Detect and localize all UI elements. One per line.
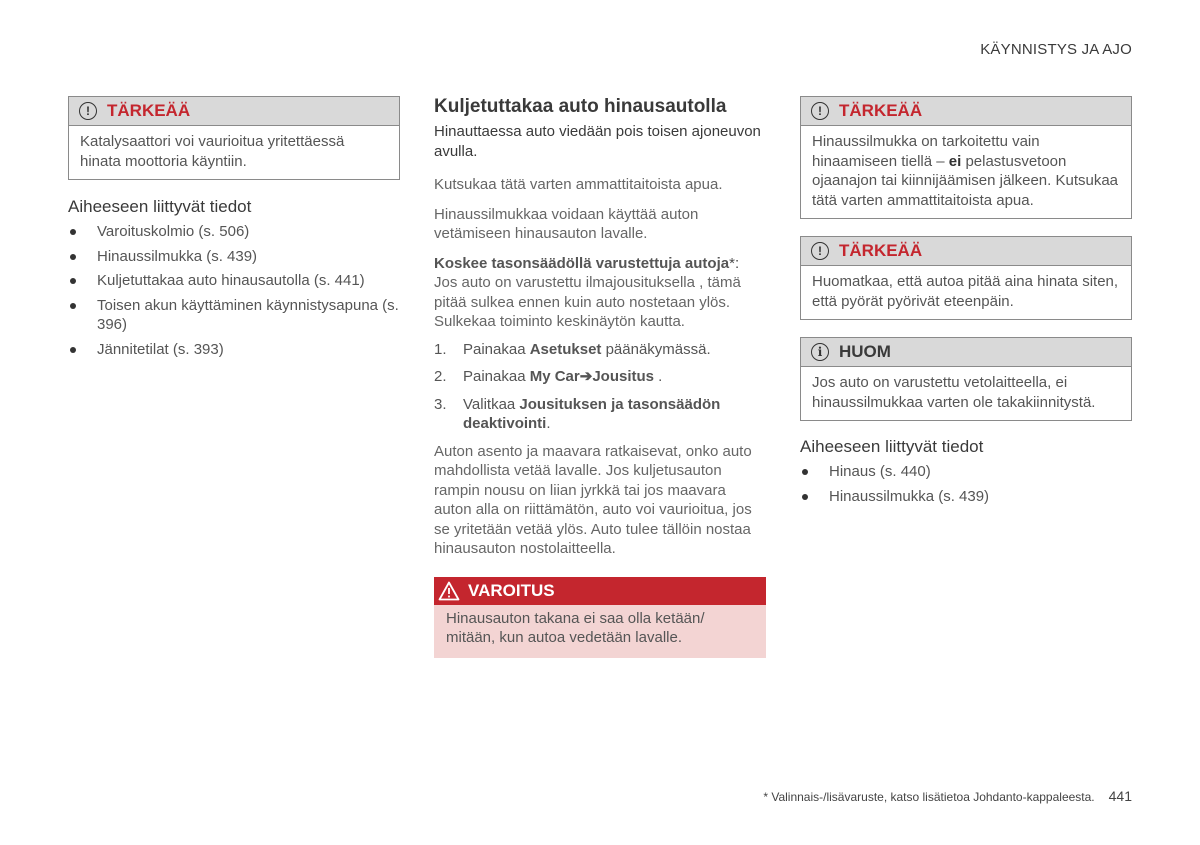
section-heading: Kuljetuttakaa auto hinausautolla: [434, 96, 727, 117]
paragraph: Kutsukaa tätä varten ammattitaitoista apua.: [434, 176, 723, 193]
important-text-part: Hinaussilmukka on tarkoitettu vain hinaamiseen tiellä –: [812, 133, 1040, 170]
paragraph: Hinaussilmukkaa voidaan käyttää auton vetämiseen hinausauton lavalle.: [434, 205, 699, 242]
arrow-right-icon: ➔: [579, 368, 593, 385]
step-text: .: [654, 368, 663, 385]
step-item: [434, 340, 766, 360]
warning-triangle-icon: [438, 581, 460, 601]
menu-label: Jousituksen ja tasonsäädön deaktivointi: [463, 395, 721, 432]
step-text: Painakaa: [463, 340, 530, 358]
step-item: [434, 395, 766, 434]
option-marker: *: [729, 254, 735, 272]
column-middle: [434, 96, 766, 658]
step-number: 1.: [434, 340, 447, 358]
related-link[interactable]: Hinaus (s. 440): [800, 462, 1132, 482]
important-box-header: [69, 97, 399, 126]
warning-text: Hinausauton takana ei saa olla ketään/ mitään, kun autoa vedetään lavalle.: [434, 605, 766, 658]
important-box: [800, 236, 1132, 320]
related-link[interactable]: Hinaussilmukka (s. 439): [68, 247, 400, 267]
important-title: TÄRKEÄÄ: [107, 101, 191, 121]
paragraph-levelling: [434, 254, 766, 332]
important-box: [68, 96, 400, 180]
menu-label: Asetukset: [529, 340, 602, 358]
menu-label: My Car: [529, 368, 580, 385]
column-right: [800, 96, 1132, 506]
exclamation-icon: !: [811, 242, 829, 260]
important-box: [800, 96, 1132, 219]
related-link[interactable]: Varoituskolmio (s. 506): [68, 222, 400, 242]
important-title: TÄRKEÄÄ: [839, 101, 923, 121]
step-number: 2.: [434, 368, 447, 385]
related-link[interactable]: Toisen akun käyttäminen käynnistysapuna (s. 396): [68, 296, 400, 335]
important-text: [801, 126, 1131, 218]
warning-box-header: [434, 577, 766, 605]
page-number: 441: [1108, 787, 1132, 804]
related-info-heading: Aiheeseen liittyvät tiedot: [68, 197, 252, 216]
warning-title: VAROITUS: [468, 580, 555, 600]
step-text: Painakaa: [463, 368, 530, 385]
important-text-part: pelastusvetoon ojaanajon tai kiinnijäämisen jälkeen. Kutsukaa tätä varten ammattitaitoista apua.: [812, 152, 1119, 209]
exclamation-icon: !: [811, 102, 829, 120]
warning-box: [434, 577, 766, 658]
important-title: TÄRKEÄÄ: [839, 241, 923, 261]
related-list: [800, 462, 1132, 506]
related-list: [68, 222, 400, 359]
footer: [763, 787, 1132, 808]
levelling-text: Jos auto on varustettu ilmajousituksella , tämä pitää sulkea ennen kuin auto nostetaan ylös. Sulkekaa toiminto keskinäytön kautta.: [434, 274, 741, 330]
step-text: .: [546, 415, 551, 432]
note-text: Jos auto on varustettu vetolaitteella, ei hinaussilmukkaa varten ole takakiinnitystä.: [812, 374, 1096, 411]
emphasis: ei: [948, 152, 962, 170]
exclamation-icon: !: [79, 102, 97, 120]
levelling-label: Koskee tasonsäädöllä varustettuja autoja: [434, 254, 730, 272]
info-icon: i: [811, 343, 829, 361]
footnote-text: * Valinnais-/lisävaruste, katso lisätietoa Johdanto-kappaleesta.: [763, 789, 1095, 804]
step-text: Valitkaa: [463, 395, 520, 413]
page-section-title: KÄYNNISTYS JA AJO: [980, 41, 1132, 58]
important-box-header: [801, 97, 1131, 126]
note-box: [800, 337, 1132, 421]
related-info-heading: Aiheeseen liittyvät tiedot: [800, 437, 984, 456]
note-box-header: [801, 338, 1131, 367]
menu-label: Jousitus: [592, 368, 655, 385]
step-text: päänäkymässä.: [601, 340, 711, 358]
column-left: [68, 96, 400, 359]
related-link[interactable]: Hinaussilmukka (s. 439): [800, 487, 1132, 507]
paragraph: Auton asento ja maavara ratkaisevat, onko auto mahdollista vetää lavalle. Jos kuljetusauton rampin nousu on liian jyrkkä tai jos maavara auton alla on riittämätön, auto voi vaurioitua, jos se yritetään vetää ylös. Auto tulee tällöin nostaa hinausauton nostolaitteella.: [434, 442, 752, 557]
important-text: Huomatkaa, että autoa pitää aina hinata siten, että pyörät pyörivät eteenpäin.: [812, 273, 1119, 310]
step-item: [434, 367, 766, 387]
section-lead: Hinauttaessa auto viedään pois toisen ajoneuvon avulla.: [434, 123, 761, 160]
colon: :: [734, 254, 740, 272]
important-box-header: [801, 237, 1131, 266]
note-title: HUOM: [839, 342, 891, 362]
related-link[interactable]: Kuljetuttakaa auto hinausautolla (s. 441): [68, 271, 400, 291]
step-number: 3.: [434, 395, 447, 413]
steps-list: [434, 340, 766, 434]
related-link[interactable]: Jännitetilat (s. 393): [68, 340, 400, 360]
important-text: Katalysaattori voi vaurioitua yritettäessä hinata moottoria käyntiin.: [80, 133, 345, 170]
